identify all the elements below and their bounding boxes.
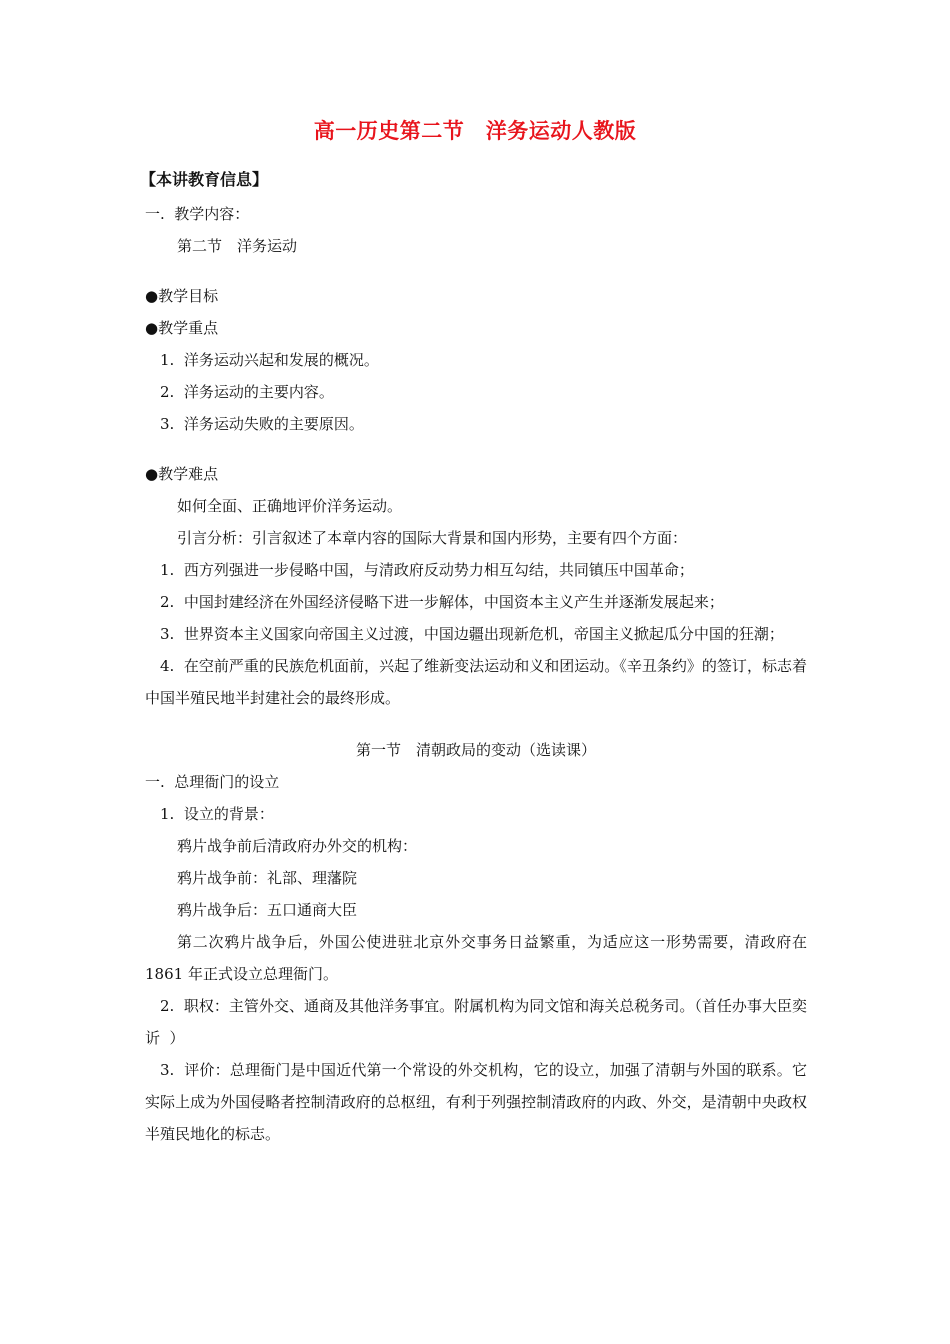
- document-body: [140, 164, 812, 1150]
- section-header: 【本讲教育信息】: [140, 170, 269, 189]
- spacer: [145, 714, 807, 734]
- topic-heading: 一. 总理衙门的设立: [145, 773, 280, 791]
- difficulty-text: 如何全面、正确地评价洋务运动。: [177, 497, 403, 515]
- document-title: 高一历史第二节 洋务运动人教版: [313, 119, 637, 143]
- evaluation-paragraph: 3. 评价：总理衙门是中国近代第一个常设的外交机构，它的设立，加强了清朝与外国的联系。它实际上成为外国侵略者控制清政府的总枢纽，有利于列强控制清政府的内政、外交，是清朝中央政权半殖民地化的标志。: [145, 1061, 807, 1143]
- before-war: 鸦片战争前：礼部、理藩院: [177, 869, 358, 887]
- intro-item-2: 2. 中国封建经济在外国经济侵略下进一步解体，中国资本主义产生并逐渐发展起来；: [160, 593, 724, 611]
- focus-item-1: 1. 洋务运动兴起和发展的概况。: [160, 351, 379, 369]
- intro-analysis: 引言分析：引言叙述了本章内容的国际大背景和国内形势，主要有四个方面：: [177, 529, 688, 547]
- after-war: 鸦片战争后：五口通商大臣: [177, 901, 358, 919]
- powers-paragraph: 2. 职权：主管外交、通商及其他洋务事宜。附属机构为同文馆和海关总税务司。（首任办事大臣奕䜣 ）: [145, 997, 807, 1047]
- subsection-title: 第一节 清朝政局的变动（选读课）: [355, 741, 596, 759]
- spacer: [145, 440, 807, 458]
- intro-item-1: 1. 西方列强进一步侵略中国，与清政府反动势力相互勾结，共同镇压中国革命；: [160, 561, 694, 579]
- intro-item-4: 4. 在空前严重的民族危机面前，兴起了维新变法运动和义和团运动。《辛丑条约》的签订，标志着中国半殖民地半封建社会的最终形成。: [145, 657, 807, 707]
- background-text: 鸦片战争前后清政府办外交的机构：: [177, 837, 418, 855]
- teaching-content-heading: 一. 教学内容：: [145, 205, 250, 223]
- teaching-difficulty-heading: ●教学难点: [145, 465, 219, 483]
- teaching-goals-heading: ●教学目标: [145, 287, 219, 305]
- spacer: [145, 262, 807, 280]
- second-war-paragraph: 第二次鸦片战争后，外国公使进驻北京外交事务日益繁重，为适应这一形势需要，清政府在 1861 年正式设立总理衙门。: [145, 933, 812, 983]
- teaching-focus-heading: ●教学重点: [145, 319, 219, 337]
- background-heading: 1. 设立的背景：: [160, 805, 274, 823]
- lesson-name: 第二节 洋务运动: [177, 237, 298, 255]
- intro-item-3: 3. 世界资本主义国家向帝国主义过渡，中国边疆出现新危机，帝国主义掀起瓜分中国的狂潮；: [160, 625, 784, 643]
- focus-item-3: 3. 洋务运动失败的主要原因。: [160, 415, 364, 433]
- focus-item-2: 2. 洋务运动的主要内容。: [160, 383, 334, 401]
